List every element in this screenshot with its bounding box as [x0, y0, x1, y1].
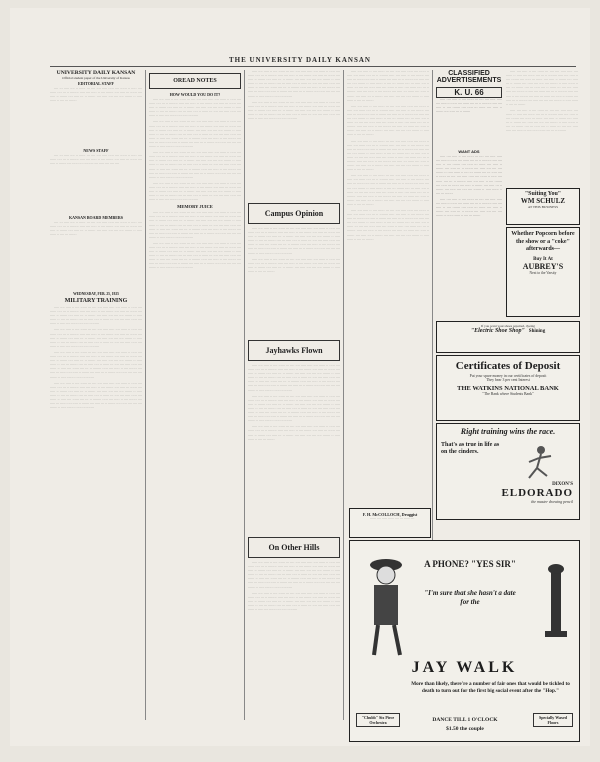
headline-memory-juice: MEMORY JUICE [177, 204, 213, 210]
shoe-shop-shining: Shining [528, 328, 546, 334]
jaywalk-text: More than likely, there're a number of fair ones that would be tickled to death to turn out for the first big social event after the "Hop." [411, 681, 570, 694]
masthead: UNIVERSITY DAILY KANSAN [56, 70, 136, 76]
aubreys-buy: Buy It At [533, 256, 553, 262]
eldorado-tagline: the master drawing pencil [531, 499, 573, 504]
subhead-how-would-you: HOW WOULD YOU DO IT? [169, 92, 221, 97]
shoe-shop-top: If you want your shoes repaired, dyeing [481, 324, 535, 328]
want-ads-heading: WANT ADS [458, 149, 480, 154]
article-col4: ····· ···· ····· ·· ···· ······ ··· ···· ···· ····· ····· ···· ······ ·· ····· ···· ······ ···· ··· ·· ········ ····· ···· ····· ·· ···· ······· ···· ····· ··· ······ ···· ····· ·· ······· ···· ····· ··· ·· ······· ···· ····· ···· ···· ···· ······· ·· ····· ······ ·· ···· ··· ······· ···· ··· ····· ···· ·· ······ ··· ···· ···· ····· ····· ···· ······ ·· ····· ···· ······ ···· ··· ·· ········ ····· ···· ····· ·· ···· ······· ···· ····· ··· ······ ···· ····· ·· ······· ···· ····· ··· ·· ······· ···· ····· ···· ···· ···· ······· ·· ····· ······ ·· ···· ··· ······· ····· ···· ····· ·· ···· ······ ··· ···· ···· ····· ····· ···· ······ ·· ····· ···· ······ ···· ··· ·· ········ ····· ···· ····· ·· ···· ······· ···· ····· ··· ······ ···· ····· ·· ······· ···· ····· ··· ·· ······· ···· ····· ···· ···· ···· ······· ·· ····· ······ ·· ···· ··· ······· ···· ··· ····· ···· ·· ······ ··· ···· ···· ····· ····· ···· ······ ·· ····· ···· ······ ···· ··· ·· ········ ····· ···· ····· ·· ···· ······· ···· ····· ··· ······ ···· ····· ·· ······· ···· ····· ··· ·· ······· ···· ····· ···· ···· ···· ······· ·· ····· ······ ·· ···· ··· ······· ····· ···· ····· ·· ···· ······ ··· ···· ···· ····· ····· ···· ······ ·· ····· ···· ······ ···· ··· ·· ········ ····· ···· ····· ·· ···· ······· ···· ····· ··· ······ ···· ····· ·· ······· ···· ····· ··· ·· ······· ···· ····· ···· ···· ···· ······· ·· ····· ······ ·· ···· ··· ······· ···· ··· ····· ···· ·· ······ ··· ···· ···· ····· ····· ···· ······ ·· ····· ···· ······ ···· ··· ·· ········ ····· ···· ····· ·· ···· ······· ···· ····· ··· ······ ···· ····· ·· ······· ···· ····· ··· ·· ······· ···· ····· ···· ···· ···· ······· ·· ····· ······ ·· ···· ··· ······· ····· ···· ····· ·· ···· ······ ··· ···· ···· ····· ····· ···· ······ ·· ····· ···· ······ ···· ··· ·· ········ ····· ···· ····· ·· ···· ······· ···· ····· ··· ······ ···· ····· ·· ······· ···· ····· ··· ·· ······· ···· ····· ···· ···· ···· ······· ·· ····· ······ ·· ···· ··· ······· ···· ··· ····· ···· ·· ······ ··· ···· ···· ····· ····· ···· ······ ·· ····· ···· ······ ···· ··· ·· ········ ····· ···· ····· ·· ···· ······· ···· ····· ··· ······ ···· ····· ·· ······· ···· ····· ··· ·· ······· ···· ····· ···· ···· ···· ······· ·· ····· ······ ·· ···· ··· ······· ····· ···· ····· ·· ···· ······ ··· ···· ···· ····· ····· ···· ······ ·· ····· ···· ······ ···· ··· ·· ········ ····· ···· ····· ·· ···· ······· ···· ····· ··· ······ ···· ····· ·· ······· ···· ····· ··· ·· ······· ···· ····· ···· ···· ···· ······· ·· ····· ······ ·· ···· ··· ······· ···· ··· ····· ···· ·· ······ ··· ···· ···· ····· ····· ···· ······ ·· ····· ···· ······ ···· ··· ·· ········ ····· ···· ····· ·· ···· ······· ···· ····· ··· ······ ···· ····· ·· ······· ···· ····· ··· ·· ······· ···· ····· ···· ···· ···· ······· ·· ····· ······ ·· ···· ··· ······· [347, 70, 429, 242]
dance-time: DANCE TILL 1 O'CLOCK [432, 717, 498, 723]
newspaper-page [10, 8, 590, 746]
aubreys-popcorn: Whether Popcorn before the show or a "coke" afterwards— [511, 231, 575, 252]
column-divider [343, 70, 344, 720]
schulz-name: WM SCHULZ [520, 197, 566, 205]
headline-campus-opinion: Campus Opinion [264, 209, 324, 218]
shoe-shop-ad [436, 321, 580, 353]
article-memory-juice: ····· ···· ····· ·· ···· ······ ··· ···· ···· ····· ····· ···· ······ ·· ····· ···· ······ ···· ··· ·· ········ ····· ···· ····· ·· ···· ······· ···· ····· ··· ······ ···· ····· ·· ······· ···· ····· ··· ·· ······· ···· ····· ···· ···· ···· ······· ·· ····· ······ ·· ···· ··· ······· ···· ··· ····· ···· ·· ······ ··· ···· ···· ····· ····· ···· ······ ·· ····· ···· ······ ···· ··· ·· ········ ····· ···· ····· ·· ···· ······· ···· ····· ··· ······ ···· ····· ·· ······· ···· ····· ··· ·· ······· ···· ····· ···· ···· ···· ······· ·· ····· ······ ·· ···· ··· ······· ····· ···· ····· ·· ···· ······ ··· ···· ···· ····· ····· ···· ······ ·· ····· ···· ······ ···· ··· ·· ········ ····· ···· ····· ·· ···· ······· ···· ····· ··· ······ ···· ····· ·· ······· ···· ····· ··· ·· ······· ···· ····· ···· ···· ···· ······· ·· ····· ······ ·· ···· ··· ······· ···· ··· ····· ···· ·· ······ ··· ···· ···· ····· ····· ···· ······ ·· ····· ···· ······ ···· ··· ·· ········ ····· ···· ····· ·· ···· ······· ···· ····· ··· ······ ···· ····· ·· ······· ···· ····· ··· ·· ······· ···· ····· ···· ···· ···· ······· ·· ····· ······ ·· ···· ··· ······· [149, 211, 241, 271]
man-illustration-icon [356, 551, 416, 661]
board-list: ···· ··· ····· ···· ·· ······ ··· ···· ···· ····· ····· ···· ······ ·· ····· ···· ······ ···· ··· ·· ········ ····· ···· ····· ·· ···· ······· ···· ····· ··· ······ ···· ····· ·· ······· ···· ····· ··· ·· ······· ···· ····· ···· ···· ···· ······· ·· ····· ······ ·· ···· ··· ······· [50, 221, 142, 238]
want-ads-list: ····· ···· ····· ·· ···· ······ ··· ···· ···· ····· ····· ···· ······ ·· ····· ···· ······ ···· ··· ·· ········ ····· ···· ····· ·· ···· ······· ···· ····· ··· ······ ···· ····· ·· ······· ···· ····· ··· ·· ······· ···· ····· ···· ···· ···· ······· ·· ····· ······ ·· ···· ··· ······· ···· ··· ····· ···· ·· ······ ··· ···· ···· ····· ····· ···· ······ ·· ····· ···· ······ ···· ··· ·· ········ ····· ···· ····· ·· ···· ······· ···· ····· ··· ······ ···· ····· ·· ······· ···· ····· ··· ·· ······· ···· ····· ···· ···· ···· ······· ·· ····· ······ ·· ···· ··· ······· ····· ···· ····· ·· ···· ······ ··· ···· ···· ····· ····· ···· ······ ·· ····· ···· ······ ···· ··· ·· ········ ····· ···· ····· ·· ···· ······· ···· ····· ··· ······ ···· ····· ·· ······· ···· ····· ··· ·· ······· ···· ····· ···· ···· ···· ······· ·· ····· ······ ·· ···· ··· ······· [436, 155, 502, 219]
article-jayhawks-flown: ····· ···· ····· ·· ···· ······ ··· ···· ···· ····· ····· ···· ······ ·· ····· ···· ······ ···· ··· ·· ········ ····· ···· ····· ·· ···· ······· ···· ····· ··· ······ ···· ····· ·· ······· ···· ····· ··· ·· ······· ···· ····· ···· ···· ···· ······· ·· ····· ······ ·· ···· ··· ······· ···· ··· ····· ···· ·· ······ ··· ···· ···· ····· ····· ···· ······ ·· ····· ···· ······ ···· ··· ·· ········ ····· ···· ····· ·· ···· ······· ···· ····· ··· ······ ···· ····· ·· ······· ···· ····· ··· ·· ······· ···· ····· ···· ···· ···· ······· ·· ····· ······ ·· ···· ··· ······· ····· ···· ····· ·· ···· ······ ··· ···· ···· ····· ····· ···· ······ ·· ····· ···· ······ ···· ··· ·· ········ ····· ···· ····· ·· ···· ······· ···· ····· ··· ······ ···· ····· ·· ······· ···· ····· ··· ·· ······· ···· ····· ···· ···· ···· ······· ·· ····· ······ ·· ···· ··· ······· ···· ··· ····· ···· ·· ······ ··· ···· ···· ····· ····· ···· ······ ·· ····· ···· ······ ···· ··· ·· ········ ····· ···· ····· ·· ···· ······· ···· ····· ··· ······ ···· ····· ·· ······· ···· ····· ··· ·· ······· ···· ····· ···· ···· ···· ······· ·· ····· ······ ·· ···· ··· ······· ····· ···· ····· ·· ···· ······ ··· ···· ···· ····· ····· ···· ······ ·· ····· ···· ······ ···· ··· ·· ········ ····· ···· ····· ·· ···· ······· ···· ····· ··· ······ ···· ····· ·· ······· ···· ····· ··· ·· ······· ···· ····· ···· ···· ···· ······· ·· ····· ······ ·· ···· ··· ······· [248, 364, 340, 442]
phone-sure: "I'm sure that she hasn't a date for the [424, 589, 516, 606]
section-news-staff: NEWS STAFF [83, 148, 109, 153]
druggist-details: ······ ···· ····· ······ ···· ··· ······ ··· [369, 517, 415, 521]
druggist-name: F. H. McCOLLOCH, Druggist [362, 512, 418, 517]
schulz-sub: AT THIS BUSINESS [527, 205, 559, 209]
shoe-shop-name: "Electric Shoe Shop" [470, 328, 525, 334]
headline-on-other-hills: On Other Hills [268, 543, 320, 552]
dixon-eldorado-ad [436, 423, 580, 520]
watkins-bank-ad [436, 355, 580, 421]
dixon-headline: Right training wins the race. [460, 427, 556, 436]
on-other-hills-box [248, 537, 340, 558]
aubreys-name: AUBREY'S [522, 261, 564, 271]
certificates-line: Put your spare money in our certificates of deposit [469, 374, 547, 378]
page-header-title: THE UNIVERSITY DAILY KANSAN [229, 56, 371, 64]
column-divider [145, 70, 146, 720]
professional-cards: ····· ···· ····· ·· ···· ······ ··· ···· ···· ····· ····· ···· ······ ·· ····· ···· ······ ···· ··· ·· ········ ····· ···· ····· ·· ···· ······· ···· ····· ··· ······ ···· ····· ·· ······· ···· ····· ··· ·· ······· ···· ····· ···· ···· ···· ······· ·· ····· ······ ·· ···· ··· ······· ···· ··· ····· ···· ·· ······ ··· ···· ···· ····· ····· ···· ······ ·· ····· ···· ······ ···· ··· ·· ········ ····· ···· ····· ·· ···· ······· ···· ····· ··· ······ ···· ····· ·· ······· ···· ····· ··· ·· ······· ···· ····· ···· ···· ···· ······· ·· ····· ······ ·· ···· ··· ······· ····· ···· ····· ·· ···· ······ ··· ···· ···· ····· ····· ···· ······ ·· ····· ···· ······ ···· ··· ·· ········ ····· ···· ····· ·· ···· ······· ···· ····· ··· ······ ···· ····· ·· ······· ···· ····· ··· ·· ······· ···· ····· ···· ···· ···· ······· ·· ····· ······ ·· ···· ··· ······· ···· ··· ····· ···· ·· ······ ··· ···· ···· ····· ····· ···· ······ ·· ····· ···· ······ ···· ··· ·· ········ [506, 70, 578, 134]
aubreys-ad [506, 227, 580, 317]
jayhawks-flown-box [248, 340, 340, 361]
campus-opinion-box [248, 203, 340, 224]
jaywalk-title: JAY WALK [411, 659, 518, 676]
shoe-shop-row [437, 328, 579, 334]
phone-question: A PHONE? "YES SIR" [424, 559, 516, 569]
column-2 [149, 70, 241, 720]
dixon-left-text: That's as true in life as on the cinders. [441, 442, 500, 455]
header-rule [50, 66, 576, 67]
article-on-other-hills: ····· ···· ····· ·· ···· ······ ··· ···· ···· ····· ····· ···· ······ ·· ····· ···· ······ ···· ··· ·· ········ ····· ···· ····· ·· ···· ······· ···· ····· ··· ······ ···· ····· ·· ······· ···· ····· ··· ·· ······· ···· ····· ···· ···· ···· ······· ·· ····· ······ ·· ···· ··· ······· ···· ··· ····· ···· ·· ······ ··· ···· ···· ····· ····· ···· ······ ·· ····· ···· ······ ···· ··· ·· ········ ····· ···· ····· ·· ···· ······· ···· ····· ··· ······ ···· ····· ·· ······· ···· ····· ··· ·· ······· ···· ····· ···· ···· ···· ······· ·· ····· ······ ·· ···· ··· ······· ····· ···· ····· ·· ···· ······ ··· ···· ···· ····· ····· ···· ······ ·· ····· ···· ······ ···· ··· ·· ········ ····· ···· ····· ·· ···· ······· ···· ····· ··· ······ ···· ····· ·· ······· ···· ····· ··· ·· ······· ···· ····· ···· ···· ···· ······· ·· ····· ······ ·· ···· ··· ······· ···· ··· ····· ···· ·· ······ ··· ···· ···· ····· ····· ···· ······ ·· ····· ···· ······ ···· ··· ·· ········ [248, 561, 340, 613]
certificates-title: Certificates of Deposit [455, 360, 561, 372]
dixon-body [437, 442, 579, 482]
article-oread-notes: ····· ···· ····· ·· ···· ······ ··· ···· ···· ····· ····· ···· ······ ·· ····· ···· ······ ···· ··· ·· ········ ····· ···· ····· ·· ···· ······· ···· ····· ··· ······ ···· ····· ·· ······· ···· ····· ··· ·· ······· ···· ····· ···· ···· ···· ······· ·· ····· ······ ·· ···· ··· ······· ···· ··· ····· ···· ·· ······ ··· ···· ···· ····· ····· ···· ······ ·· ····· ···· ······ ···· ··· ·· ········ ····· ···· ····· ·· ···· ······ ··· ···· ···· ····· ····· ···· ······ ·· ····· ···· ······ ···· ··· ·· ········ ····· ···· ····· ·· ···· ······· ···· ····· ··· ······ ···· ····· ·· ······· ···· ····· ··· ·· ······· ···· ····· ···· ···· ···· ······· ·· ····· ······ ·· ···· ··· ······· ···· ··· ····· ···· ·· ······ ··· ···· ···· ····· ····· ···· ······ ·· ····· ···· ······ ···· ··· ·· ········ ····· ···· ····· ·· ···· ······· ···· ····· ··· ······ ···· ····· ·· ······· ···· ····· ··· ·· ······· ···· ····· ···· ···· ···· ······· ·· ····· ······ ·· ···· ··· ······· ····· ···· ····· ·· ···· ······ ··· ···· ···· ····· ····· ···· ······ ·· ····· ···· ······ ···· ··· ·· ········ ····· ···· ····· ·· ···· ······· ···· ····· ··· ······ ···· ····· ·· ······· ···· ····· ··· ·· ······· ···· ····· ···· ···· ···· ······· ·· ····· ······ ·· ···· ··· ······· ···· ··· ····· ···· ·· ······ ··· ···· ···· ····· ····· ···· ······ ·· ····· ···· ······ ···· ··· ·· ········ ····· ···· ····· ·· ···· ······· ···· ····· ··· ······ ···· ····· ·· ······· ···· ····· ··· ·· ······· ···· ····· ···· ···· ···· ······· ·· ····· ······ ·· ···· ··· ······· ····· ···· ····· ·· ···· ······ ··· ···· ···· ····· ····· ···· ······ ·· ····· ···· ······ ···· ··· ·· ········ ····· ···· ····· ·· ···· ······· ···· ····· ··· ······ ···· ····· ·· ······· ···· ····· ··· ·· ······· ···· ····· ···· ···· ···· ······· ·· ····· ······ ·· ···· ··· ······· ···· ··· ····· ···· ·· ······ ··· ···· ···· ····· ····· ···· ······ ·· ····· ···· ······ ···· ··· ·· ········ [149, 98, 241, 203]
schulz-tagline: "Suiting You" [524, 191, 562, 197]
dance-price: $1.50 the couple [446, 726, 484, 732]
column-3 [248, 70, 340, 720]
aubreys-location: Next to the Varsity [529, 270, 557, 275]
druggist-ad [349, 508, 431, 538]
bank-name: THE WATKINS NATIONAL BANK [457, 385, 559, 392]
oread-notes-box [149, 73, 241, 89]
column-divider [244, 70, 245, 720]
classified-phone: K. U. 66 [436, 87, 502, 98]
article-military-training: ····· ···· ····· ·· ···· ······ ··· ···· ···· ····· ····· ···· ······ ·· ····· ···· ······ ···· ··· ·· ········ ····· ···· ····· ·· ···· ······· ···· ····· ··· ······ ···· ····· ·· ······· ···· ····· ··· ·· ······· ···· ····· ···· ···· ···· ······· ·· ····· ······ ·· ···· ··· ······· ···· ··· ····· ···· ·· ······ ··· ···· ···· ····· ····· ···· ······ ·· ····· ···· ······ ···· ··· ·· ········ ····· ···· ····· ·· ···· ······ ··· ···· ···· ····· ····· ···· ······ ·· ····· ···· ······ ···· ··· ·· ········ ····· ···· ····· ·· ···· ······· ···· ····· ··· ······ ···· ····· ·· ······· ···· ····· ··· ·· ······· ···· ····· ···· ···· ···· ······· ·· ····· ······ ·· ···· ··· ······· ···· ··· ····· ···· ·· ······ ··· ···· ···· ····· ····· ···· ······ ·· ····· ···· ······ ···· ··· ·· ········ ····· ···· ····· ·· ···· ······ ··· ···· ···· ····· ····· ···· ······ ·· ····· ···· ······ ···· ··· ·· ········ ····· ···· ····· ·· ···· ······· ···· ····· ··· ······ ···· ····· ·· ······· ···· ····· ··· ·· ······· ···· ····· ···· ···· ···· ······· ·· ····· ······ ·· ···· ··· ······· ···· ··· ····· ···· ·· ······ ··· ···· ···· ····· ····· ···· ······ ·· ····· ···· ······ ···· ··· ·· ········ ····· ···· ····· ·· ···· ······· ···· ····· ··· ······ ···· ····· ·· ······· ···· ····· ··· ·· ······· ···· ····· ···· ···· ···· ······· ·· ····· ······ ·· ···· ··· ······· ····· ···· ····· ·· ···· ······ ··· ···· ···· ····· ····· ···· ······ ·· ····· ···· ······ ···· ··· ·· ········ ····· ···· ····· ·· ···· ······· ···· ····· ··· ······ ···· ····· ·· ······· ···· ····· ··· ·· ······· ···· ····· ···· ···· ···· ······· ·· ····· ······ ·· ···· ··· ······· ···· ··· ····· ···· ·· ······ ··· ···· ···· ····· ····· ···· ······ ·· ····· ···· ······ ···· ··· ·· ········ ····· ···· ····· ·· ···· ······· ···· ····· ··· ······ ···· ····· ·· ······· ···· ····· ··· ·· ······· ···· ····· ···· ···· ···· ······· ·· ····· ······ ·· ···· ··· ······· [50, 306, 142, 411]
section-editorial-staff: EDITORIAL STAFF [78, 81, 114, 86]
classified-rates: ····· ···· ····· ·· ···· ······ ··· ···· ···· ····· ····· ···· ······ ·· ····· ···· ······ ···· ··· ·· ········ ····· ···· ····· ·· ···· ······· ···· ····· ··· ······ ···· ····· ·· ······· ···· ····· ··· ·· ······· [436, 98, 502, 115]
chubb-orchestra: "Chubb" Six Piece Orchestra [356, 713, 400, 727]
headline-military-training: MILITARY TRAINING [64, 298, 128, 304]
article-campus-opinion: ····· ···· ····· ·· ···· ······ ··· ···· ···· ····· ····· ···· ······ ·· ····· ···· ······ ···· ··· ·· ········ ····· ···· ····· ·· ···· ······· ···· ····· ··· ······ ···· ····· ·· ······· ···· ····· ··· ·· ······· ···· ····· ···· ···· ···· ······· ·· ····· ······ ·· ···· ··· ······· ···· ··· ····· ···· ·· ······ ··· ···· ···· ····· ····· ···· ······ ·· ····· ···· ······ ···· ··· ·· ········ ····· ···· ····· ·· ···· ······· ···· ····· ··· ······ ···· ····· ·· ······· ···· ····· ··· ·· ······· ···· ····· ···· ···· ···· ······· ·· ····· ······ ·· ···· ··· ······· ····· ···· ····· ·· ···· ······ ··· ···· ···· ····· ····· ···· ······ ·· ····· ···· ······ ···· ··· ·· ········ ····· ···· ····· ·· ···· ······· ···· ····· ··· ······ ···· ····· ·· ······· ···· ····· ··· ·· ······· ···· ····· ···· ···· ···· ······· ·· ····· ······ ·· ···· ··· ······· [248, 227, 340, 274]
classified-title: CLASSIFIED ADVERTISEMENTS [436, 70, 502, 84]
certificates-interest: They bear 3 per cent Interest [486, 378, 530, 382]
date-line: WEDNESDAY, FEB. 25, 1925 [73, 292, 119, 296]
runner-illustration-icon [501, 442, 571, 482]
dixon-brand: DIXON'S [552, 482, 573, 487]
bank-slogan: "The Bank where Students Bank" [482, 392, 534, 396]
column-1 [50, 70, 142, 720]
section-board-members: KANSAN BOARD MEMBERS [68, 215, 123, 220]
staff-list: ···· ··· ····· ···· ·· ······ ··· ···· ···· ····· ····· ···· ······ ·· ····· ···· ······ ···· ··· ·· ········ ····· ···· ····· ·· ···· ······· ···· ····· ··· ······ ···· ····· ·· ······· ···· ····· ··· ·· ······· ···· ····· ···· ···· ···· ······· ·· ····· ······ ·· ···· ··· ······· [50, 87, 142, 104]
news-staff-list: ···· ··· ····· ···· ·· ······ ··· ···· ···· ····· ····· ···· ······ ·· ····· ···· ······ ···· ··· ·· ········ ····· ···· ····· ·· ···· ······· ···· ····· ··· ······ ···· ····· ·· ······· ···· ····· ··· ·· ······· ···· ····· ···· ···· ···· [50, 154, 142, 167]
jay-walk-ad [349, 540, 580, 742]
eldorado-brand: ELDORADO [501, 487, 573, 499]
article-col3-top: ····· ···· ····· ·· ···· ······ ··· ···· ···· ····· ····· ···· ······ ·· ····· ···· ······ ···· ··· ·· ········ ····· ···· ····· ·· ···· ······· ···· ····· ··· ······ ···· ····· ·· ······· ···· ····· ··· ·· ······· ···· ····· ···· ···· ···· ······· ·· ····· ······ ·· ···· ··· ······· ···· ··· ····· ···· ·· ······ ··· ···· ···· ····· ····· ···· ······ ·· ····· ···· ······ ···· ··· ·· ········ ····· ···· ····· ·· ···· ······· ···· ····· ··· ······ ···· ····· ·· ······· ···· ····· ··· ·· ······· ···· ····· ···· ···· ···· ······· ·· ····· ······ ·· ···· ··· ······· ····· ···· ····· ·· ···· ······ ··· ···· ···· ····· ····· ···· ······ ·· ····· ···· ······ ···· ··· ·· ········ ····· ···· ····· ·· ···· ······· ···· ····· ··· ······ ···· ····· ·· ······· ···· ····· ··· ·· ······· ···· ····· ···· ···· ···· ······· ·· ····· ······ ·· ···· ··· ······· ···· ··· ····· ···· ·· ······ ··· ···· ···· ····· ····· ···· ······ ·· ····· ···· ······ ···· ··· ·· ········ [248, 70, 340, 122]
headline-oread-notes: OREAD NOTES [173, 78, 217, 84]
waxed-floors: Specially Waxed Floors [533, 713, 573, 727]
masthead-sub: Official student paper of the University of Kansas [62, 76, 130, 80]
schulz-ad [506, 188, 580, 225]
telephone-icon [541, 561, 571, 641]
classified-column [436, 70, 502, 330]
headline-jayhawks-flown: Jayhawks Flown [265, 346, 323, 355]
